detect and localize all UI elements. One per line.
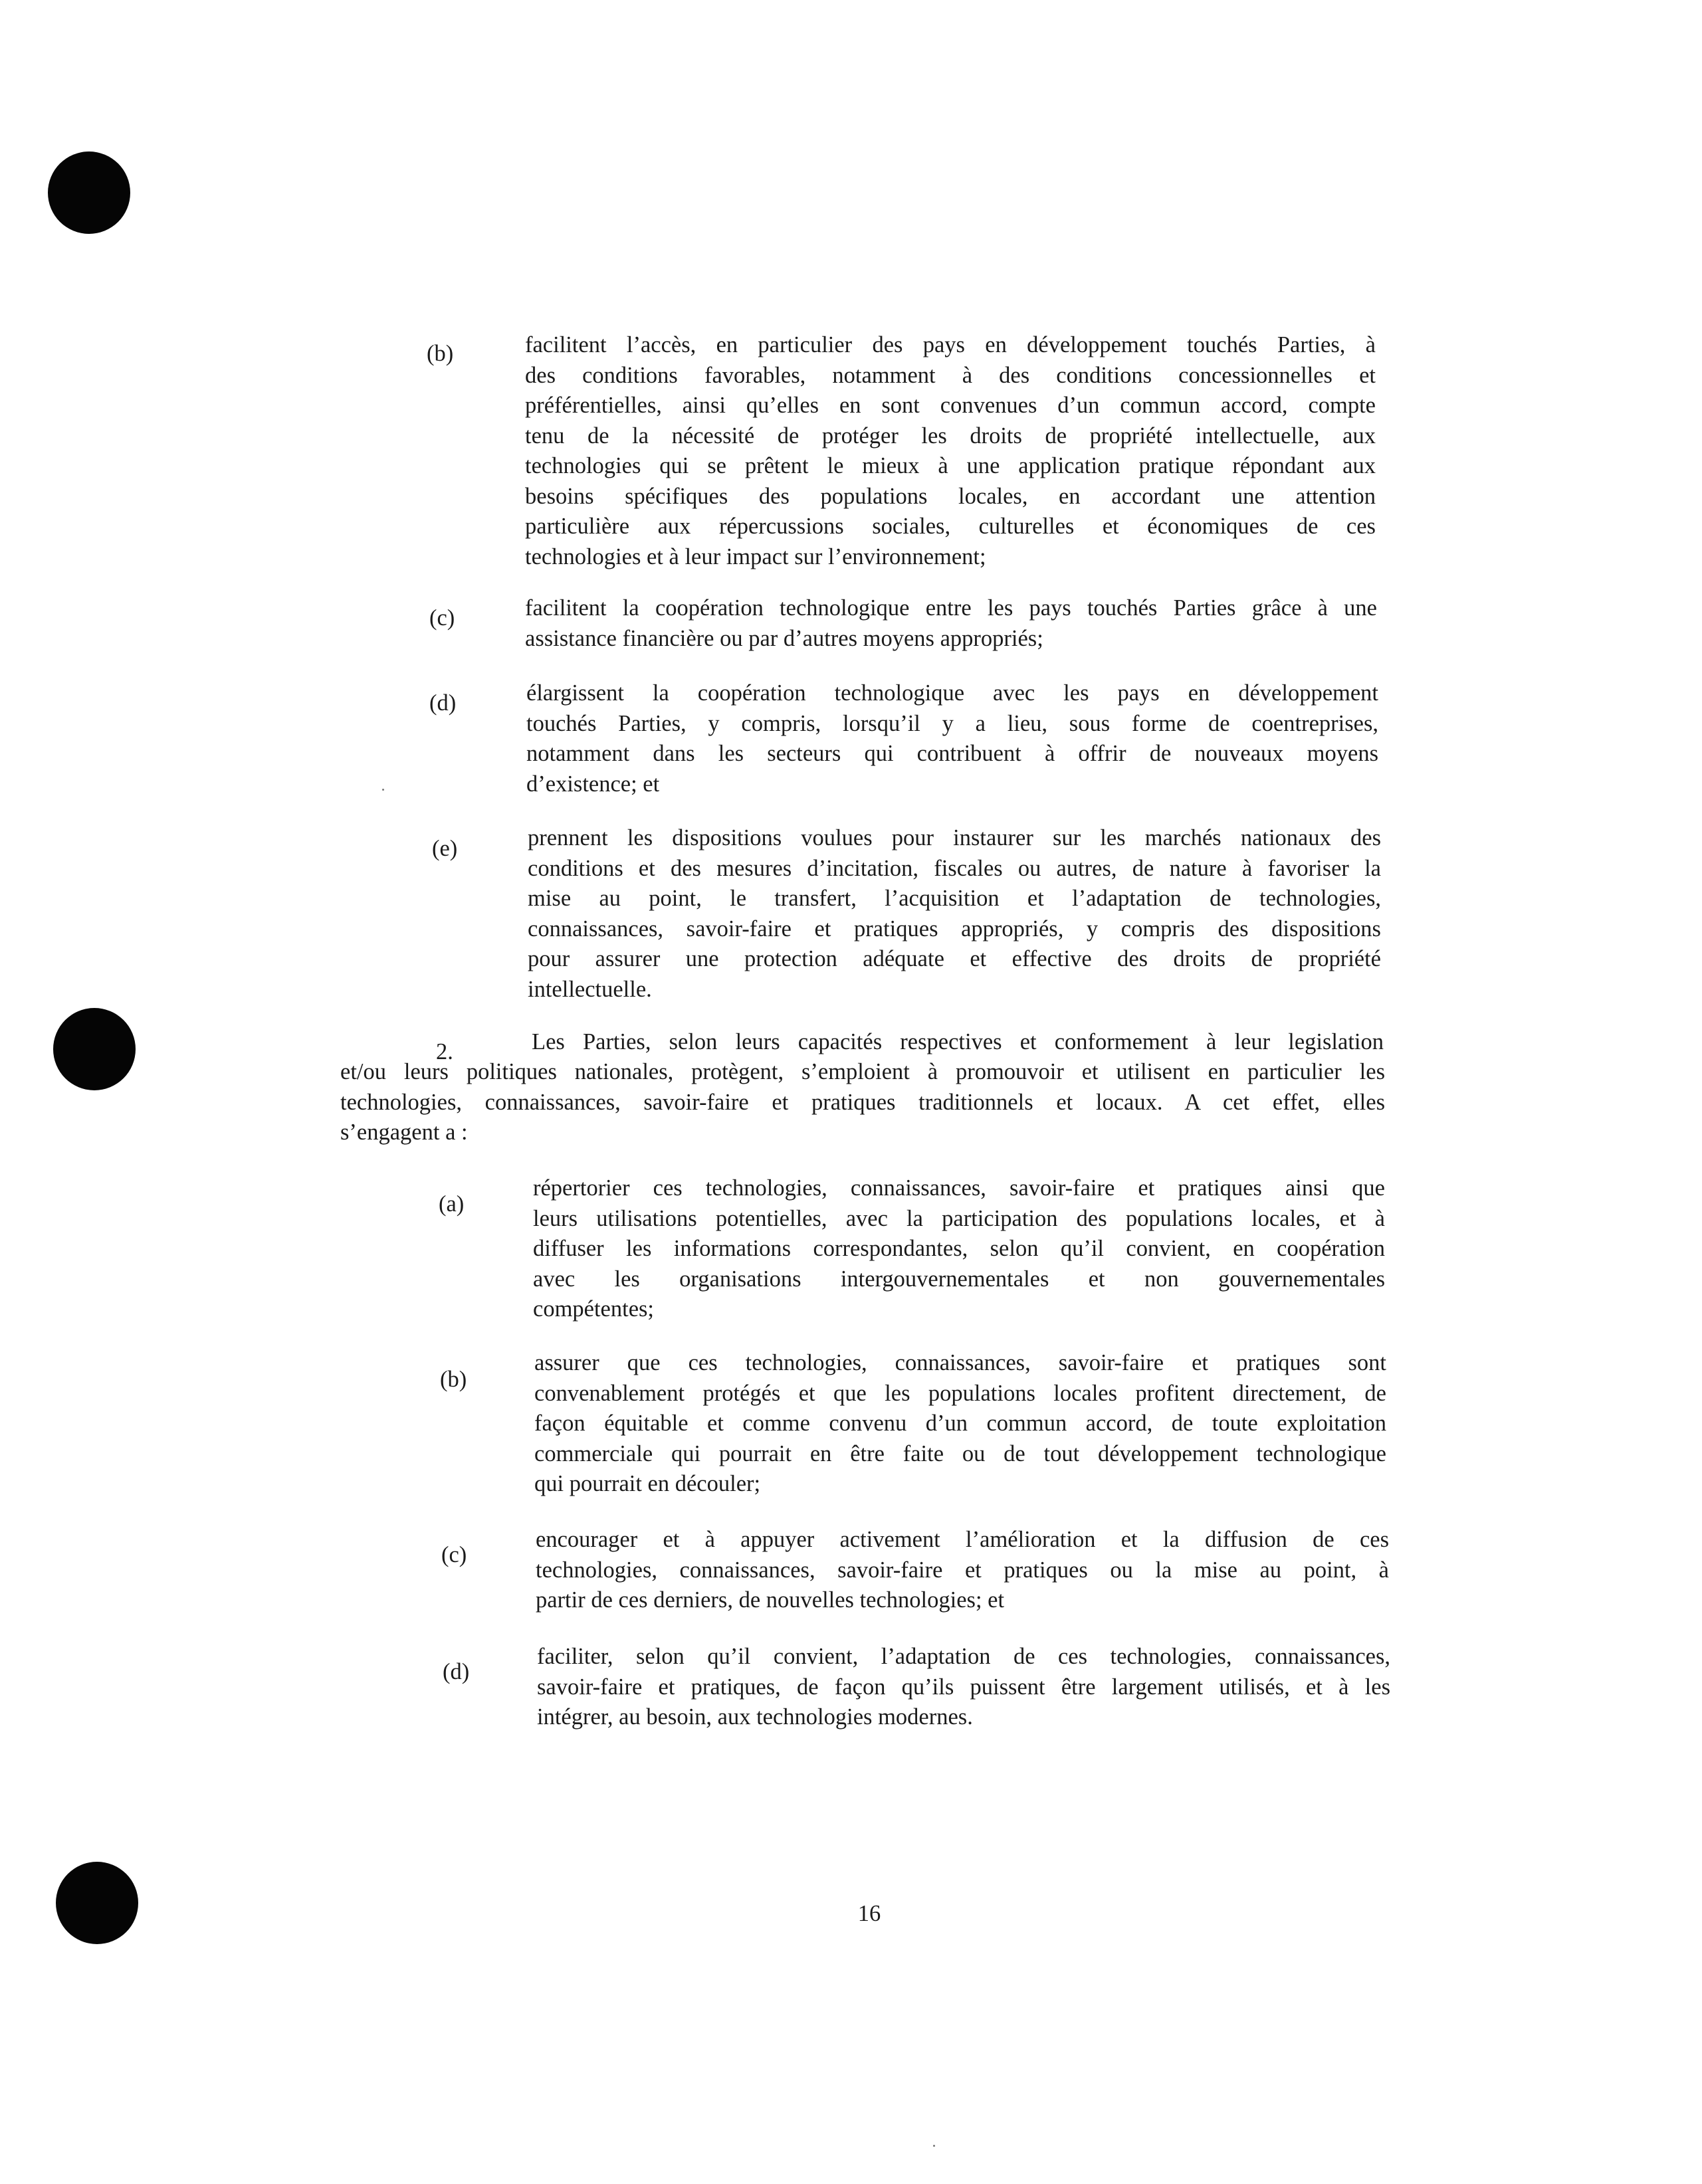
text-line: leurs utilisations potentielles, avec la participation des populations locales, et à xyxy=(533,1205,1385,1231)
text-line: Les Parties, selon leurs capacités respectives et conformement à leur legislation xyxy=(532,1029,1384,1054)
item-label: (b) xyxy=(440,1367,467,1392)
text-line: diffuser les informations correspondantes, selon qu’il convient, en coopération xyxy=(533,1236,1385,1261)
text-line: commerciale qui pourrait en être faite ou de tout développement technologique xyxy=(534,1440,1386,1466)
text-line: particulière aux répercussions sociales, culturelles et économiques de ces xyxy=(525,514,1376,539)
text-line: tenu de la nécessité de protéger les droits de propriété intellectuelle, aux xyxy=(525,423,1376,448)
scan-speck xyxy=(382,789,384,791)
text-line: intégrer, au besoin, aux technologies modernes. xyxy=(537,1704,973,1730)
text-line: touchés Parties, y compris, lorsqu’il y a lieu, sous forme de coentreprises, xyxy=(526,710,1378,736)
text-line: intellectuelle. xyxy=(528,976,652,1002)
list-item-text xyxy=(528,823,1381,1005)
text-line: prennent les dispositions voulues pour instaurer sur les marchés nationaux des xyxy=(528,825,1381,850)
text-line: technologies qui se prêtent le mieux à une application pratique répondant aux xyxy=(525,453,1376,478)
text-line: assistance financière ou par d’autres moyens appropriés; xyxy=(525,625,1043,651)
punch-hole-icon xyxy=(56,1862,138,1944)
list-item-text xyxy=(536,1525,1389,1616)
text-line: qui pourrait en découler; xyxy=(534,1471,761,1496)
text-line: technologies et à leur impact sur l’environnement; xyxy=(525,544,986,569)
text-line: faciliter, selon qu’il convient, l’adaptation de ces technologies, connaissances, xyxy=(537,1644,1390,1669)
item-label: (c) xyxy=(441,1542,467,1567)
paragraph-number: 2. xyxy=(436,1039,453,1064)
text-line: avec les organisations intergouvernementales et non gouvernementales xyxy=(533,1266,1385,1292)
text-line: des conditions favorables, notamment à des conditions concessionnelles et xyxy=(525,362,1376,388)
text-line: compétentes; xyxy=(533,1296,655,1322)
text-line: besoins spécifiques des populations locales, en accordant une attention xyxy=(525,483,1376,509)
list-item-text xyxy=(525,330,1376,572)
text-line: assurer que ces technologies, connaissances, savoir-faire et pratiques sont xyxy=(534,1350,1386,1375)
text-line: facilitent l’accès, en particulier des pays en développement touchés Parties, à xyxy=(525,332,1376,357)
paragraph-body xyxy=(340,1057,1385,1148)
list-item-text xyxy=(534,1348,1386,1500)
punch-hole-icon xyxy=(53,1008,136,1090)
text-line: façon équitable et comme convenu d’un commun accord, de toute exploitation xyxy=(534,1411,1386,1436)
text-line: conditions et des mesures d’incitation, fiscales ou autres, de nature à favoriser la xyxy=(528,855,1381,881)
punch-hole-icon xyxy=(48,151,130,234)
text-line: s’engagent a : xyxy=(340,1120,468,1145)
list-item-text xyxy=(537,1642,1390,1733)
list-item-text xyxy=(533,1173,1385,1325)
item-label: (a) xyxy=(439,1191,465,1217)
page-number: 16 xyxy=(857,1901,881,1926)
item-label: (d) xyxy=(443,1659,470,1684)
text-line: notamment dans les secteurs qui contribuent à offrir de nouveaux moyens xyxy=(526,741,1378,766)
paragraph-first-line xyxy=(532,1027,1384,1058)
item-label: (b) xyxy=(427,341,454,366)
text-line: technologies, connaissances, savoir-faire et pratiques traditionnels et locaux. A cet effet, elles xyxy=(340,1089,1385,1115)
item-label: (c) xyxy=(429,605,455,631)
text-line: encourager et à appuyer activement l’amélioration et la diffusion de ces xyxy=(536,1527,1389,1552)
text-line: d’existence; et xyxy=(526,771,660,797)
scan-speck xyxy=(933,2145,935,2147)
text-line: facilitent la coopération technologique entre les pays touchés Parties grâce à une xyxy=(525,595,1377,621)
text-line: mise au point, le transfert, l’acquisition et l’adaptation de technologies, xyxy=(528,886,1381,911)
text-line: pour assurer une protection adéquate et effective des droits de propriété xyxy=(528,946,1381,971)
item-label: (d) xyxy=(429,690,457,716)
text-line: partir de ces derniers, de nouvelles technologies; et xyxy=(536,1587,1005,1613)
text-line: technologies, connaissances, savoir-faire et pratiques ou la mise au point, à xyxy=(536,1557,1389,1583)
item-label: (e) xyxy=(432,836,458,861)
text-line: répertorier ces technologies, connaissances, savoir-faire et pratiques ainsi que xyxy=(533,1175,1385,1201)
list-item-text xyxy=(526,678,1378,799)
list-item-text xyxy=(525,593,1377,654)
text-line: préférentielles, ainsi qu’elles en sont convenues d’un commun accord, compte xyxy=(525,393,1376,418)
text-line: convenablement protégés et que les populations locales profitent directement, de xyxy=(534,1380,1386,1406)
text-line: et/ou leurs politiques nationales, protègent, s’emploient à promouvoir et utilisent en particulier les xyxy=(340,1059,1385,1084)
text-line: savoir-faire et pratiques, de façon qu’ils puissent être largement utilisés, et à les xyxy=(537,1674,1390,1700)
text-line: connaissances, savoir-faire et pratiques appropriés, y compris des dispositions xyxy=(528,916,1381,942)
text-line: élargissent la coopération technologique avec les pays en développement xyxy=(526,680,1378,706)
